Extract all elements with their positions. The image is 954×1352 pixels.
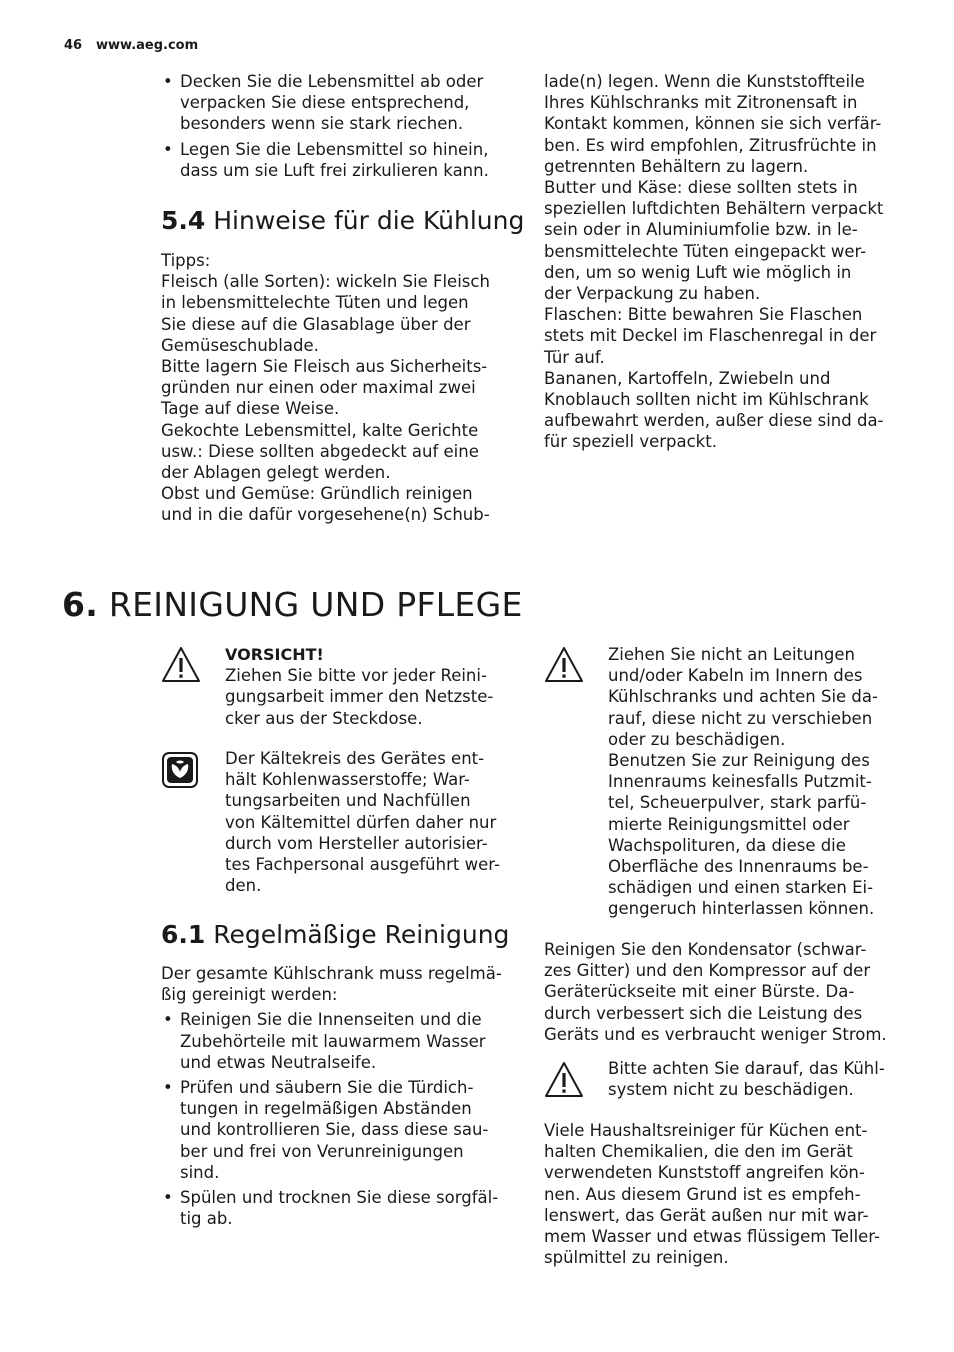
caution-title: VORSICHT! (225, 645, 324, 664)
text-line: hält Kohlenwasserstoffe; War- (225, 770, 470, 790)
text-line: verwendeten Kunststoff angreifen kön- (544, 1163, 865, 1183)
text-line: durch verbessert sich die Leistung des (544, 1003, 863, 1023)
text-line: sind. (180, 1162, 220, 1182)
text-line: • Reinigen Sie die Innenseiten und die (180, 1010, 482, 1030)
text-line: halten Chemikalien, die den im Gerät (544, 1142, 853, 1162)
text-line: usw.: Diese sollten abgedeckt auf eine (161, 441, 479, 461)
cooling-tips-right (544, 71, 904, 453)
text-line: gungsarbeit immer den Netzste- (225, 687, 494, 707)
system-warning-note (544, 1058, 904, 1108)
text-line: nen. Aus diesem Grund ist es empfeh- (544, 1184, 861, 1204)
page-number: 46 (64, 38, 83, 53)
text-line: Viele Haushaltsreiniger für Küchen ent- (544, 1121, 868, 1140)
list-item (161, 1187, 513, 1229)
text-line: Der Kältekreis des Gerätes ent- (225, 749, 485, 768)
text-line: oder zu beschädigen. (608, 729, 786, 749)
text-line: Flaschen: Bitte bewahren Sie Flaschen (544, 305, 863, 325)
warning-triangle-icon (544, 1061, 584, 1101)
section-6-1-heading (161, 920, 509, 950)
section-number: 5.4 (161, 206, 206, 235)
text-line: Wachspolituren, da diese die (608, 835, 846, 855)
text-line: tungsarbeiten und Nachfüllen (225, 791, 471, 811)
text-line: bensmittelechte Tüten eingepackt wer- (544, 241, 867, 261)
text-line: lade(n) legen. Wenn die Kunststoffteile (544, 72, 865, 91)
text-line: stets mit Deckel im Flaschenregal in der (544, 326, 877, 346)
text-line: Bananen, Kartoffeln, Zwiebeln und (544, 368, 831, 388)
section-number: 6.1 (161, 920, 206, 949)
text-line: der Verpackung zu haben. (544, 284, 761, 304)
text-line: Geräts und es verbraucht weniger Strom. (544, 1024, 887, 1044)
text-line: Benutzen Sie zur Reinigung des (608, 751, 870, 771)
text-line: den. (225, 876, 262, 896)
text-line: Tür auf. (544, 347, 605, 367)
text-line: Ziehen Sie bitte vor jeder Reini- (225, 666, 487, 686)
list-item: • Legen Sie die Lebensmittel so hinein, dass um sie Luft frei zirkulieren kann. (161, 139, 511, 181)
text-line: lenswert, das Gerät außen nur mit war- (544, 1205, 869, 1225)
text-line: ben. Es wird empfohlen, Zitrusfrüchte in (544, 135, 877, 155)
list-item (161, 1077, 513, 1183)
text-line: ber und frei von Verunreinigungen (180, 1141, 464, 1161)
header-url: www.aeg.com (96, 38, 199, 53)
text-line: Sie diese auf die Glasablage über der (161, 314, 471, 334)
text-line: • Prüfen und säubern Sie die Türdich- (180, 1078, 474, 1098)
text-line: Reinigen Sie den Kondensator (schwar- (544, 940, 867, 959)
warning-triangle-icon (544, 646, 584, 686)
text-line: Zubehörteile mit lauwarmem Wasser (180, 1031, 486, 1051)
text-line: tungen in regelmäßigen Abständen (180, 1099, 472, 1119)
text-line: tig ab. (180, 1209, 233, 1229)
chapter-number: 6. (62, 585, 99, 624)
regular-cleaning-text (161, 963, 513, 1233)
text-line: Kühlschranks und achten Sie da- (608, 687, 878, 707)
environment-leaf-icon (161, 751, 201, 791)
text-line: Tipps: (161, 251, 211, 270)
text-line: mem Wasser und etwas flüssigem Teller- (544, 1227, 880, 1247)
text-line: zes Gitter) und den Kompressor auf der (544, 961, 871, 981)
text-line: sein oder in Aluminiumfolie bzw. in le- (544, 220, 858, 240)
text-line: rauf, diese nicht zu verschieben (608, 708, 873, 728)
cable-warning-note (544, 644, 904, 924)
text-line: Knoblauch sollten nicht im Kühlschrank (544, 390, 869, 410)
text-line: Ihres Kühlschranks mit Zitronensaft in (544, 93, 858, 113)
caution-note (161, 644, 511, 734)
text-line: Kontakt kommen, können sie sich verfär- (544, 114, 882, 134)
text-line: in lebensmittelechte Tüten und legen (161, 293, 469, 313)
text-line: • Spülen und trocknen Sie diese sorgfäl- (180, 1188, 499, 1208)
list-item: • Decken Sie die Lebensmittel ab oder verpacken Sie diese entsprechend, besonders wenn sie stark riechen. (161, 71, 511, 135)
text-line: und in die dafür vorgesehene(n) Schub- (161, 505, 490, 525)
text-line: tel, Scheuerpulver, stark parfü- (608, 793, 867, 813)
chapter-title: REINIGUNG UND PFLEGE (108, 585, 523, 624)
text-line: Oberfläche des Innenraums be- (608, 857, 869, 877)
text-line: schädigen und einen starken Ei- (608, 878, 874, 898)
text-line: Der gesamte Kühlschrank muss regelmä- (161, 964, 502, 983)
text-line: Fleisch (alle Sorten): wickeln Sie Fleisch (161, 272, 490, 292)
section-5-4-heading (161, 206, 524, 236)
text-line: cker aus der Steckdose. (225, 708, 423, 728)
text-line: Bitte lagern Sie Fleisch aus Sicherheits- (161, 357, 488, 377)
text-line: durch vom Hersteller autorisier- (225, 833, 488, 853)
text-line: Innenraums keinesfalls Putzmit- (608, 772, 872, 792)
text-line: spülmittel zu reinigen. (544, 1248, 729, 1268)
text-line: Bitte achten Sie darauf, das Kühl- (608, 1059, 885, 1078)
text-line: system nicht zu beschädigen. (608, 1080, 854, 1100)
warning-triangle-icon (161, 646, 201, 686)
list-item (161, 1009, 513, 1073)
text-line: für speziell verpackt. (544, 432, 717, 452)
household-cleaner-text (544, 1120, 904, 1268)
text-line: speziellen luftdichten Behältern verpackt (544, 199, 884, 219)
section-title: Hinweise für die Kühlung (213, 206, 525, 235)
text-line: getrennten Behältern zu lagern. (544, 156, 809, 176)
text-line: Tage auf diese Weise. (161, 399, 340, 419)
text-line: Gekochte Lebensmittel, kalte Gerichte (161, 420, 479, 440)
cooling-tips-left (161, 250, 511, 526)
environment-note (161, 748, 511, 898)
chapter-6-heading (62, 585, 523, 625)
text-line: gengeruch hinterlassen können. (608, 899, 875, 919)
text-line: der Ablagen gelegt werden. (161, 463, 391, 483)
condenser-text (544, 939, 904, 1045)
text-line: und etwas Neutralseife. (180, 1052, 377, 1072)
text-line: tes Fachpersonal ausgeführt wer- (225, 855, 500, 875)
text-line: mierte Reinigungsmittel oder (608, 814, 850, 834)
text-line: und/oder Kabeln im Innern des (608, 666, 863, 686)
text-line: Gemüseschublade. (161, 335, 319, 355)
text-line: Geräterückseite mit einer Bürste. Da- (544, 982, 855, 1002)
text-line: Ziehen Sie nicht an Leitungen (608, 645, 856, 664)
text-line: von Kältemittel dürfen daher nur (225, 812, 497, 832)
section-title: Regelmäßige Reinigung (213, 920, 510, 949)
text-line: Butter und Käse: diese sollten stets in (544, 178, 858, 198)
text-line: Obst und Gemüse: Gründlich reinigen (161, 484, 473, 504)
text-line: ßig gereinigt werden: (161, 985, 338, 1005)
text-line: den, um so wenig Luft wie möglich in (544, 262, 852, 282)
text-line: aufbewahrt werden, außer diese sind da- (544, 411, 884, 431)
storage-bullets (161, 71, 511, 185)
text-line: gründen nur einen oder maximal zwei (161, 378, 476, 398)
text-line: und kontrollieren Sie, dass diese sau- (180, 1120, 489, 1140)
